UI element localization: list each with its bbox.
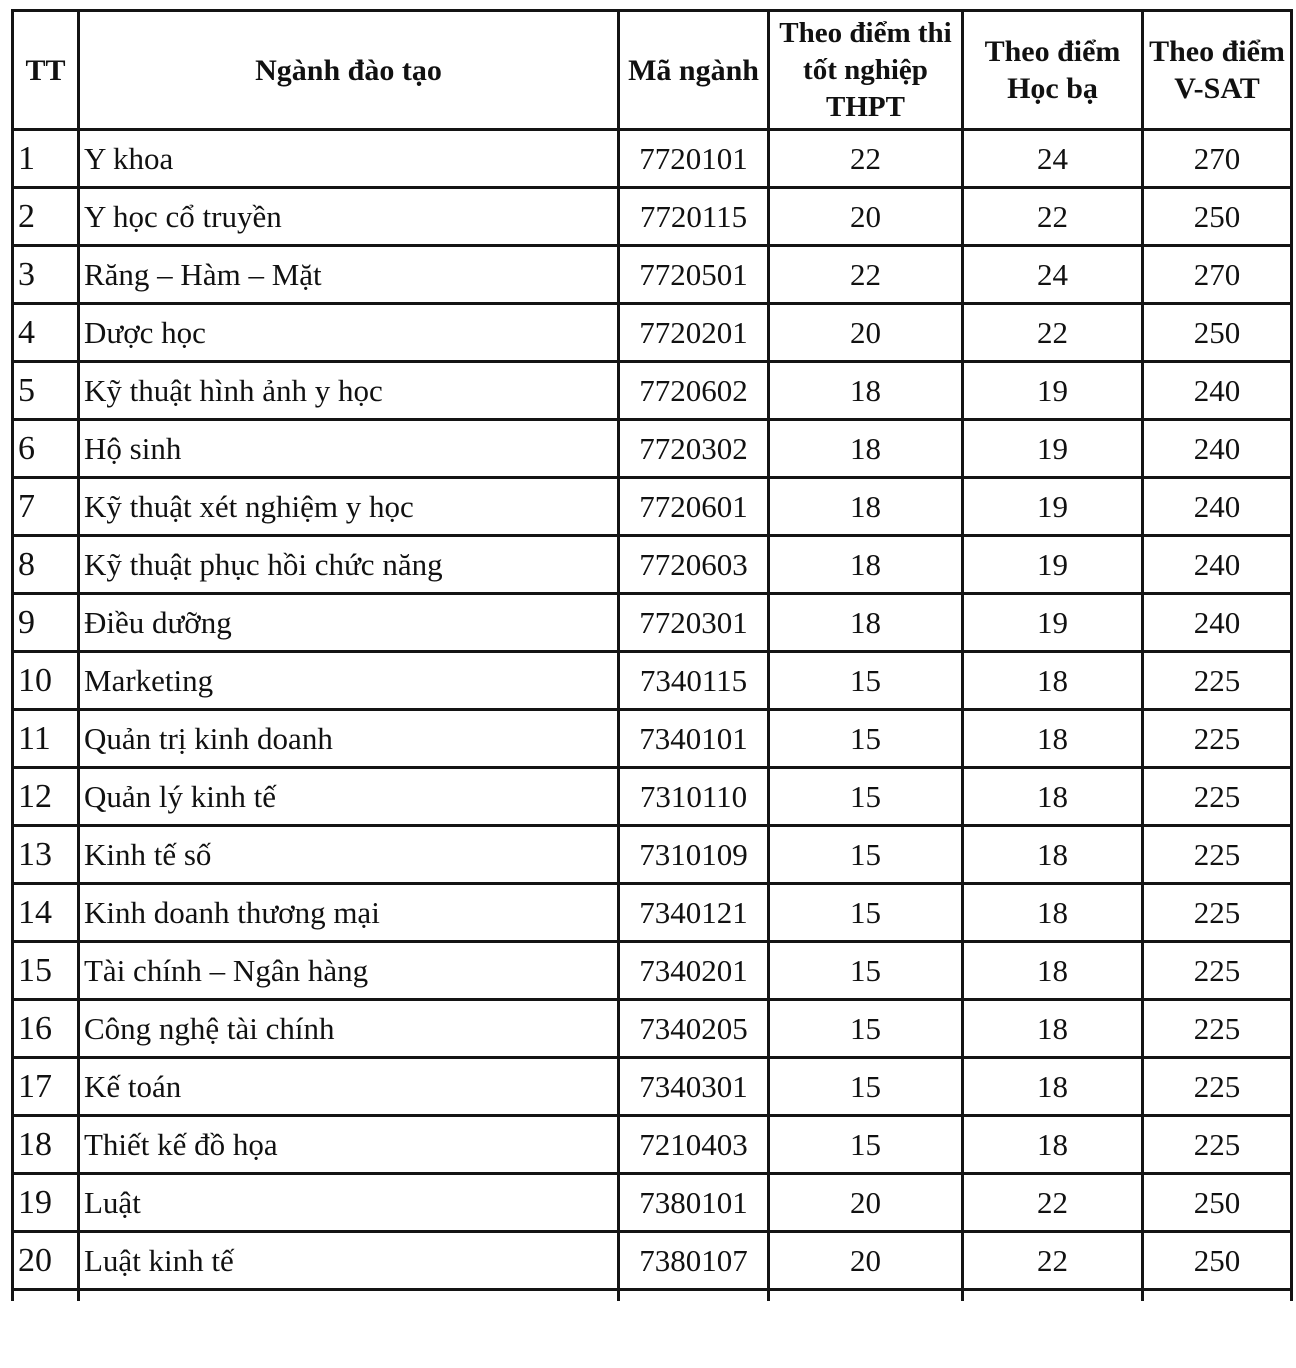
thpt-score: 15 [769,1000,963,1058]
program-code: 7380101 [619,1174,769,1232]
row-number: 6 [13,420,79,478]
row-number: 20 [13,1232,79,1290]
vsat-score: 225 [1143,710,1292,768]
table-header [13,11,1292,130]
header-thpt-score: Theo điểm thi tốt nghiệp THPT [769,11,963,130]
program-code: 7340115 [619,652,769,710]
row-number: 7 [13,478,79,536]
hocba-score: 18 [963,1058,1143,1116]
table-row [13,594,1292,652]
program-name: Điều dưỡng [79,594,619,652]
hocba-score: 18 [963,884,1143,942]
thpt-score: 20 [769,188,963,246]
program-code: 7310109 [619,826,769,884]
table-row [13,1174,1292,1232]
vsat-score: 240 [1143,420,1292,478]
program-code: 7340205 [619,1000,769,1058]
program-name: Quản trị kinh doanh [79,710,619,768]
hocba-score: 19 [963,536,1143,594]
header-program-name: Ngành đào tạo [79,11,619,130]
vsat-score: 240 [1143,594,1292,652]
hocba-score: 19 [963,362,1143,420]
thpt-score: 18 [769,536,963,594]
header-tt: TT [13,11,79,130]
vsat-score: 225 [1143,942,1292,1000]
program-code: 7210403 [619,1116,769,1174]
thpt-score: 15 [769,768,963,826]
vsat-score: 225 [1143,884,1292,942]
table-row [13,884,1292,942]
vsat-score: 240 [1143,362,1292,420]
hocba-score: 18 [963,1116,1143,1174]
table-row [13,304,1292,362]
program-code: 7380107 [619,1232,769,1290]
row-number: 10 [13,652,79,710]
hocba-score: 18 [963,1000,1143,1058]
thpt-score: 15 [769,652,963,710]
vsat-score: 240 [1143,536,1292,594]
row-number: 3 [13,246,79,304]
program-code: 7720201 [619,304,769,362]
program-code: 7340301 [619,1058,769,1116]
program-code: 7310110 [619,768,769,826]
hocba-score: 18 [963,942,1143,1000]
table-row [13,1232,1292,1290]
vsat-score: 250 [1143,1232,1292,1290]
empty-cell [619,1290,769,1302]
vsat-score: 250 [1143,188,1292,246]
row-number: 9 [13,594,79,652]
hocba-score: 18 [963,768,1143,826]
row-number: 15 [13,942,79,1000]
table-row [13,942,1292,1000]
program-name: Công nghệ tài chính [79,1000,619,1058]
vsat-score: 250 [1143,304,1292,362]
program-code: 7720602 [619,362,769,420]
row-number: 14 [13,884,79,942]
program-name: Tài chính – Ngân hàng [79,942,619,1000]
empty-cell [963,1290,1143,1302]
table-row [13,768,1292,826]
thpt-score: 18 [769,478,963,536]
table-row [13,1058,1292,1116]
vsat-score: 270 [1143,130,1292,188]
program-name: Quản lý kinh tế [79,768,619,826]
table-row [13,1000,1292,1058]
program-name: Luật kinh tế [79,1232,619,1290]
row-number: 8 [13,536,79,594]
program-name: Marketing [79,652,619,710]
program-code: 7720603 [619,536,769,594]
table-row [13,652,1292,710]
table-row [13,246,1292,304]
program-name: Y khoa [79,130,619,188]
thpt-score: 15 [769,884,963,942]
vsat-score: 240 [1143,478,1292,536]
program-name: Kỹ thuật xét nghiệm y học [79,478,619,536]
thpt-score: 15 [769,1058,963,1116]
hocba-score: 24 [963,246,1143,304]
empty-cell [1143,1290,1292,1302]
thpt-score: 22 [769,246,963,304]
hocba-score: 22 [963,188,1143,246]
vsat-score: 225 [1143,1116,1292,1174]
thpt-score: 18 [769,420,963,478]
vsat-score: 225 [1143,1058,1292,1116]
hocba-score: 19 [963,478,1143,536]
table-row [13,536,1292,594]
table-row [13,420,1292,478]
hocba-score: 18 [963,710,1143,768]
thpt-score: 15 [769,826,963,884]
table-row [13,826,1292,884]
program-code: 7720301 [619,594,769,652]
row-number: 2 [13,188,79,246]
thpt-score: 15 [769,710,963,768]
program-name: Dược học [79,304,619,362]
program-code: 7720601 [619,478,769,536]
empty-cell [13,1290,79,1302]
table-row [13,1116,1292,1174]
program-name: Kinh tế số [79,826,619,884]
program-name: Thiết kế đồ họa [79,1116,619,1174]
program-code: 7340101 [619,710,769,768]
hocba-score: 19 [963,420,1143,478]
program-name: Kế toán [79,1058,619,1116]
table-row [13,188,1292,246]
row-number: 19 [13,1174,79,1232]
header-row [13,11,1292,130]
program-name: Kinh doanh thương mại [79,884,619,942]
empty-cell [79,1290,619,1302]
thpt-score: 15 [769,1116,963,1174]
row-number: 1 [13,130,79,188]
header-vsat-score: Theo điểm V-SAT [1143,11,1292,130]
row-number: 12 [13,768,79,826]
program-name: Kỹ thuật hình ảnh y học [79,362,619,420]
program-name: Luật [79,1174,619,1232]
row-number: 5 [13,362,79,420]
hocba-score: 18 [963,826,1143,884]
table-body [13,130,1292,1302]
program-name: Kỹ thuật phục hồi chức năng [79,536,619,594]
header-hocba-score: Theo điểm Học bạ [963,11,1143,130]
thpt-score: 15 [769,942,963,1000]
header-program-code: Mã ngành [619,11,769,130]
vsat-score: 225 [1143,826,1292,884]
row-number: 16 [13,1000,79,1058]
thpt-score: 20 [769,1232,963,1290]
vsat-score: 270 [1143,246,1292,304]
thpt-score: 18 [769,362,963,420]
thpt-score: 18 [769,594,963,652]
hocba-score: 18 [963,652,1143,710]
row-number: 17 [13,1058,79,1116]
admission-score-table [11,9,1293,1301]
program-code: 7720501 [619,246,769,304]
empty-cell [769,1290,963,1302]
hocba-score: 22 [963,1174,1143,1232]
thpt-score: 20 [769,1174,963,1232]
hocba-score: 22 [963,1232,1143,1290]
program-code: 7340201 [619,942,769,1000]
table-row-partial [13,1290,1292,1302]
row-number: 4 [13,304,79,362]
thpt-score: 22 [769,130,963,188]
vsat-score: 225 [1143,652,1292,710]
row-number: 18 [13,1116,79,1174]
program-code: 7340121 [619,884,769,942]
program-code: 7720302 [619,420,769,478]
vsat-score: 250 [1143,1174,1292,1232]
hocba-score: 22 [963,304,1143,362]
program-name: Y học cổ truyền [79,188,619,246]
row-number: 11 [13,710,79,768]
table-row [13,362,1292,420]
program-code: 7720115 [619,188,769,246]
program-code: 7720101 [619,130,769,188]
table-row [13,478,1292,536]
program-name: Răng – Hàm – Mặt [79,246,619,304]
vsat-score: 225 [1143,768,1292,826]
hocba-score: 24 [963,130,1143,188]
table-row [13,130,1292,188]
vsat-score: 225 [1143,1000,1292,1058]
row-number: 13 [13,826,79,884]
hocba-score: 19 [963,594,1143,652]
table-row [13,710,1292,768]
program-name: Hộ sinh [79,420,619,478]
thpt-score: 20 [769,304,963,362]
